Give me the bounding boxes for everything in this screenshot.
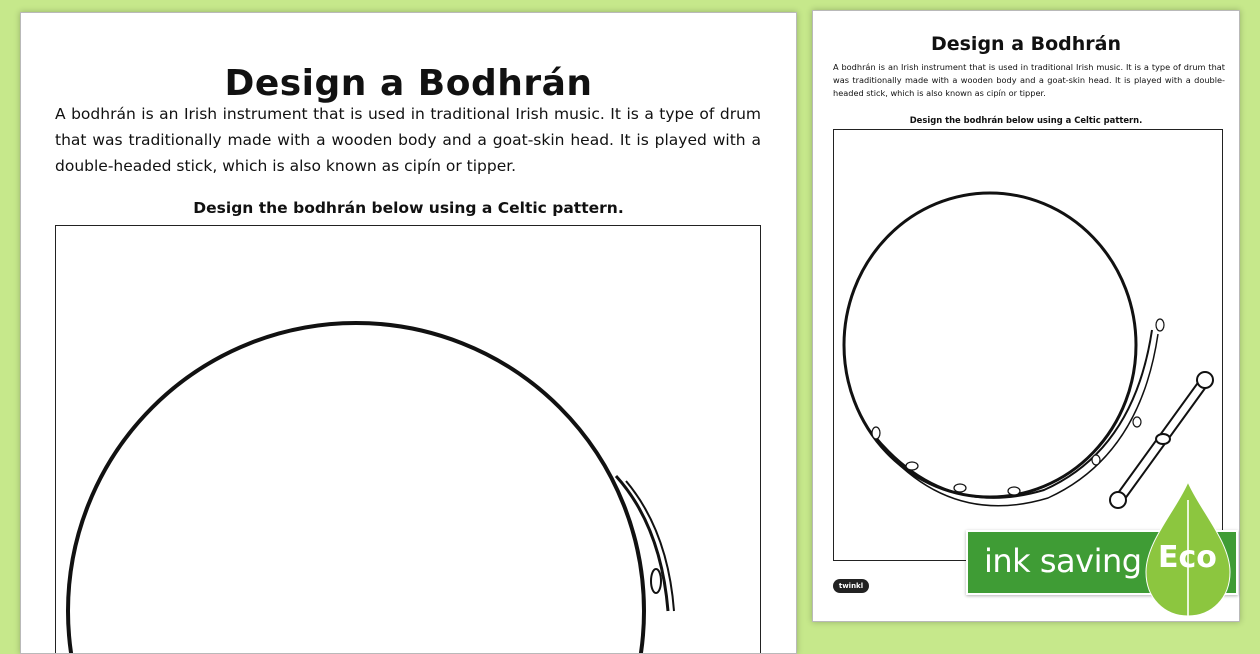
worksheet-page-large xyxy=(20,12,797,654)
description-paragraph-small: A bodhrán is an Irish instrument that is used in traditional Irish music. It is a type of drum that was traditionally made with a wooden body and a goat-skin head. It is played with a double-headed stick, which is also known as cipín or tipper. xyxy=(833,62,1225,98)
instruction-text-small: Design the bodhrán below using a Celtic pattern. xyxy=(909,115,1143,125)
eco-label: Eco xyxy=(1158,540,1217,575)
page-title: Design a Bodhrán xyxy=(224,63,593,104)
description-paragraph: A bodhrán is an Irish instrument that is used in traditional Irish music. It is a type of drum that was traditionally made with a wooden body and a goat-skin head. It is played with a double-headed stick, which is also known as cipín or tipper. xyxy=(55,105,761,175)
bodhran-drum-illustration xyxy=(56,226,760,654)
instruction-text: Design the bodhrán below using a Celtic pattern. xyxy=(193,199,624,217)
ink-saving-text: ink saving xyxy=(984,542,1142,580)
page-title-small: Design a Bodhrán xyxy=(930,33,1122,55)
drawing-frame xyxy=(55,225,761,654)
brand-logo: twinkl xyxy=(833,579,869,593)
